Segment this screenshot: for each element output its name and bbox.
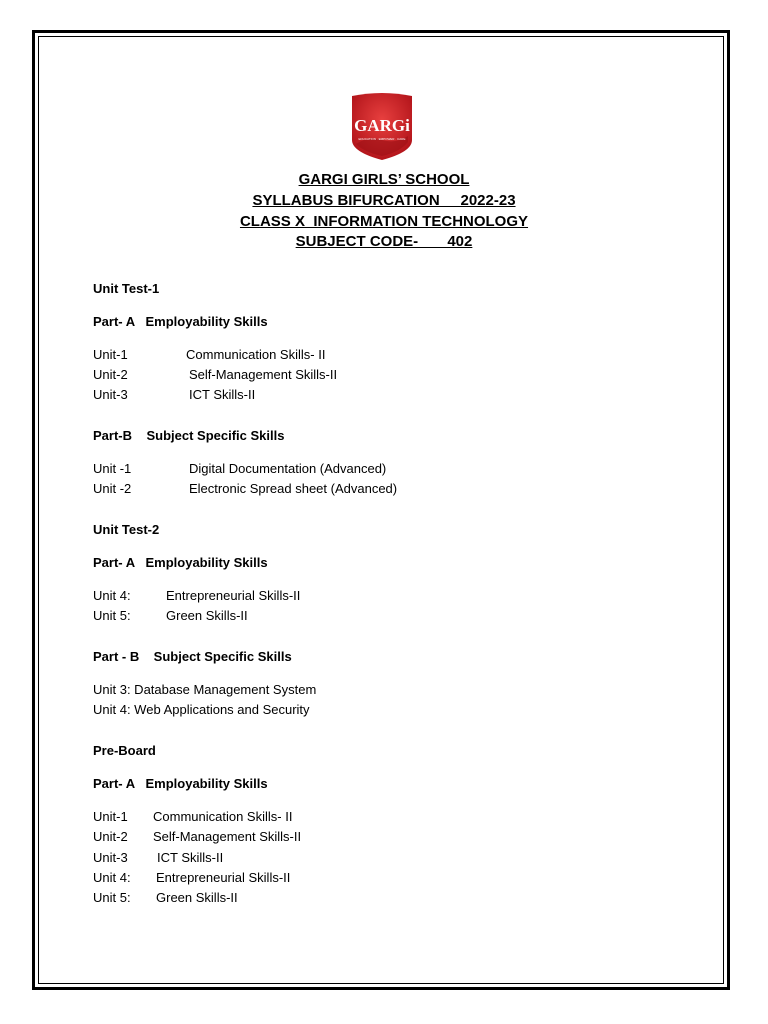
list-item: Unit-2 Self-Management Skills-II — [93, 829, 302, 844]
list-item: Unit -1 Digital Documentation (Advanced) — [93, 461, 387, 476]
part-title: Part- A Employability Skills — [93, 314, 268, 329]
logo-text: GARGi — [354, 116, 410, 135]
part-title: Part- A Employability Skills — [93, 555, 268, 570]
class-title: CLASS X INFORMATION TECHNOLOGY — [239, 212, 529, 230]
list-item: Unit-2 Self-Management Skills-II — [93, 367, 338, 382]
section-title-unit-test-1: Unit Test-1 — [93, 281, 160, 296]
list-item: Unit-1 Communication Skills- II — [93, 809, 293, 824]
section-title-pre-board: Pre-Board — [93, 743, 156, 758]
list-item: Unit-3 ICT Skills-II — [93, 850, 224, 865]
list-item: Unit 5: Green Skills-II — [93, 608, 248, 623]
part-title: Part- A Employability Skills — [93, 776, 268, 791]
section-title-unit-test-2: Unit Test-2 — [93, 522, 160, 537]
list-item: Unit-3 ICT Skills-II — [93, 387, 256, 402]
list-item: Unit-1 Communication Skills- II — [93, 347, 326, 362]
part-title: Part-B Subject Specific Skills — [93, 428, 285, 443]
logo-tagline: EDUCATION · EMPOWER · CARE — [358, 137, 406, 141]
syllabus-title: SYLLABUS BIFURCATION 2022-23 — [252, 191, 516, 209]
school-name: GARGI GIRLS’ SCHOOL — [298, 171, 470, 188]
school-logo — [348, 92, 416, 162]
part-title: Part - B Subject Specific Skills — [93, 649, 292, 664]
list-item: Unit 4: Web Applications and Security — [93, 702, 310, 717]
list-item: Unit 4: Entrepreneurial Skills-II — [93, 588, 301, 603]
document-header — [0, 170, 768, 253]
list-item: Unit 4: Entrepreneurial Skills-II — [93, 870, 291, 885]
subject-code: SUBJECT CODE- 402 — [295, 233, 473, 251]
list-item: Unit -2 Electronic Spread sheet (Advanced) — [93, 481, 398, 496]
list-item: Unit 3: Database Management System — [93, 682, 317, 697]
list-item: Unit 5: Green Skills-II — [93, 890, 238, 905]
